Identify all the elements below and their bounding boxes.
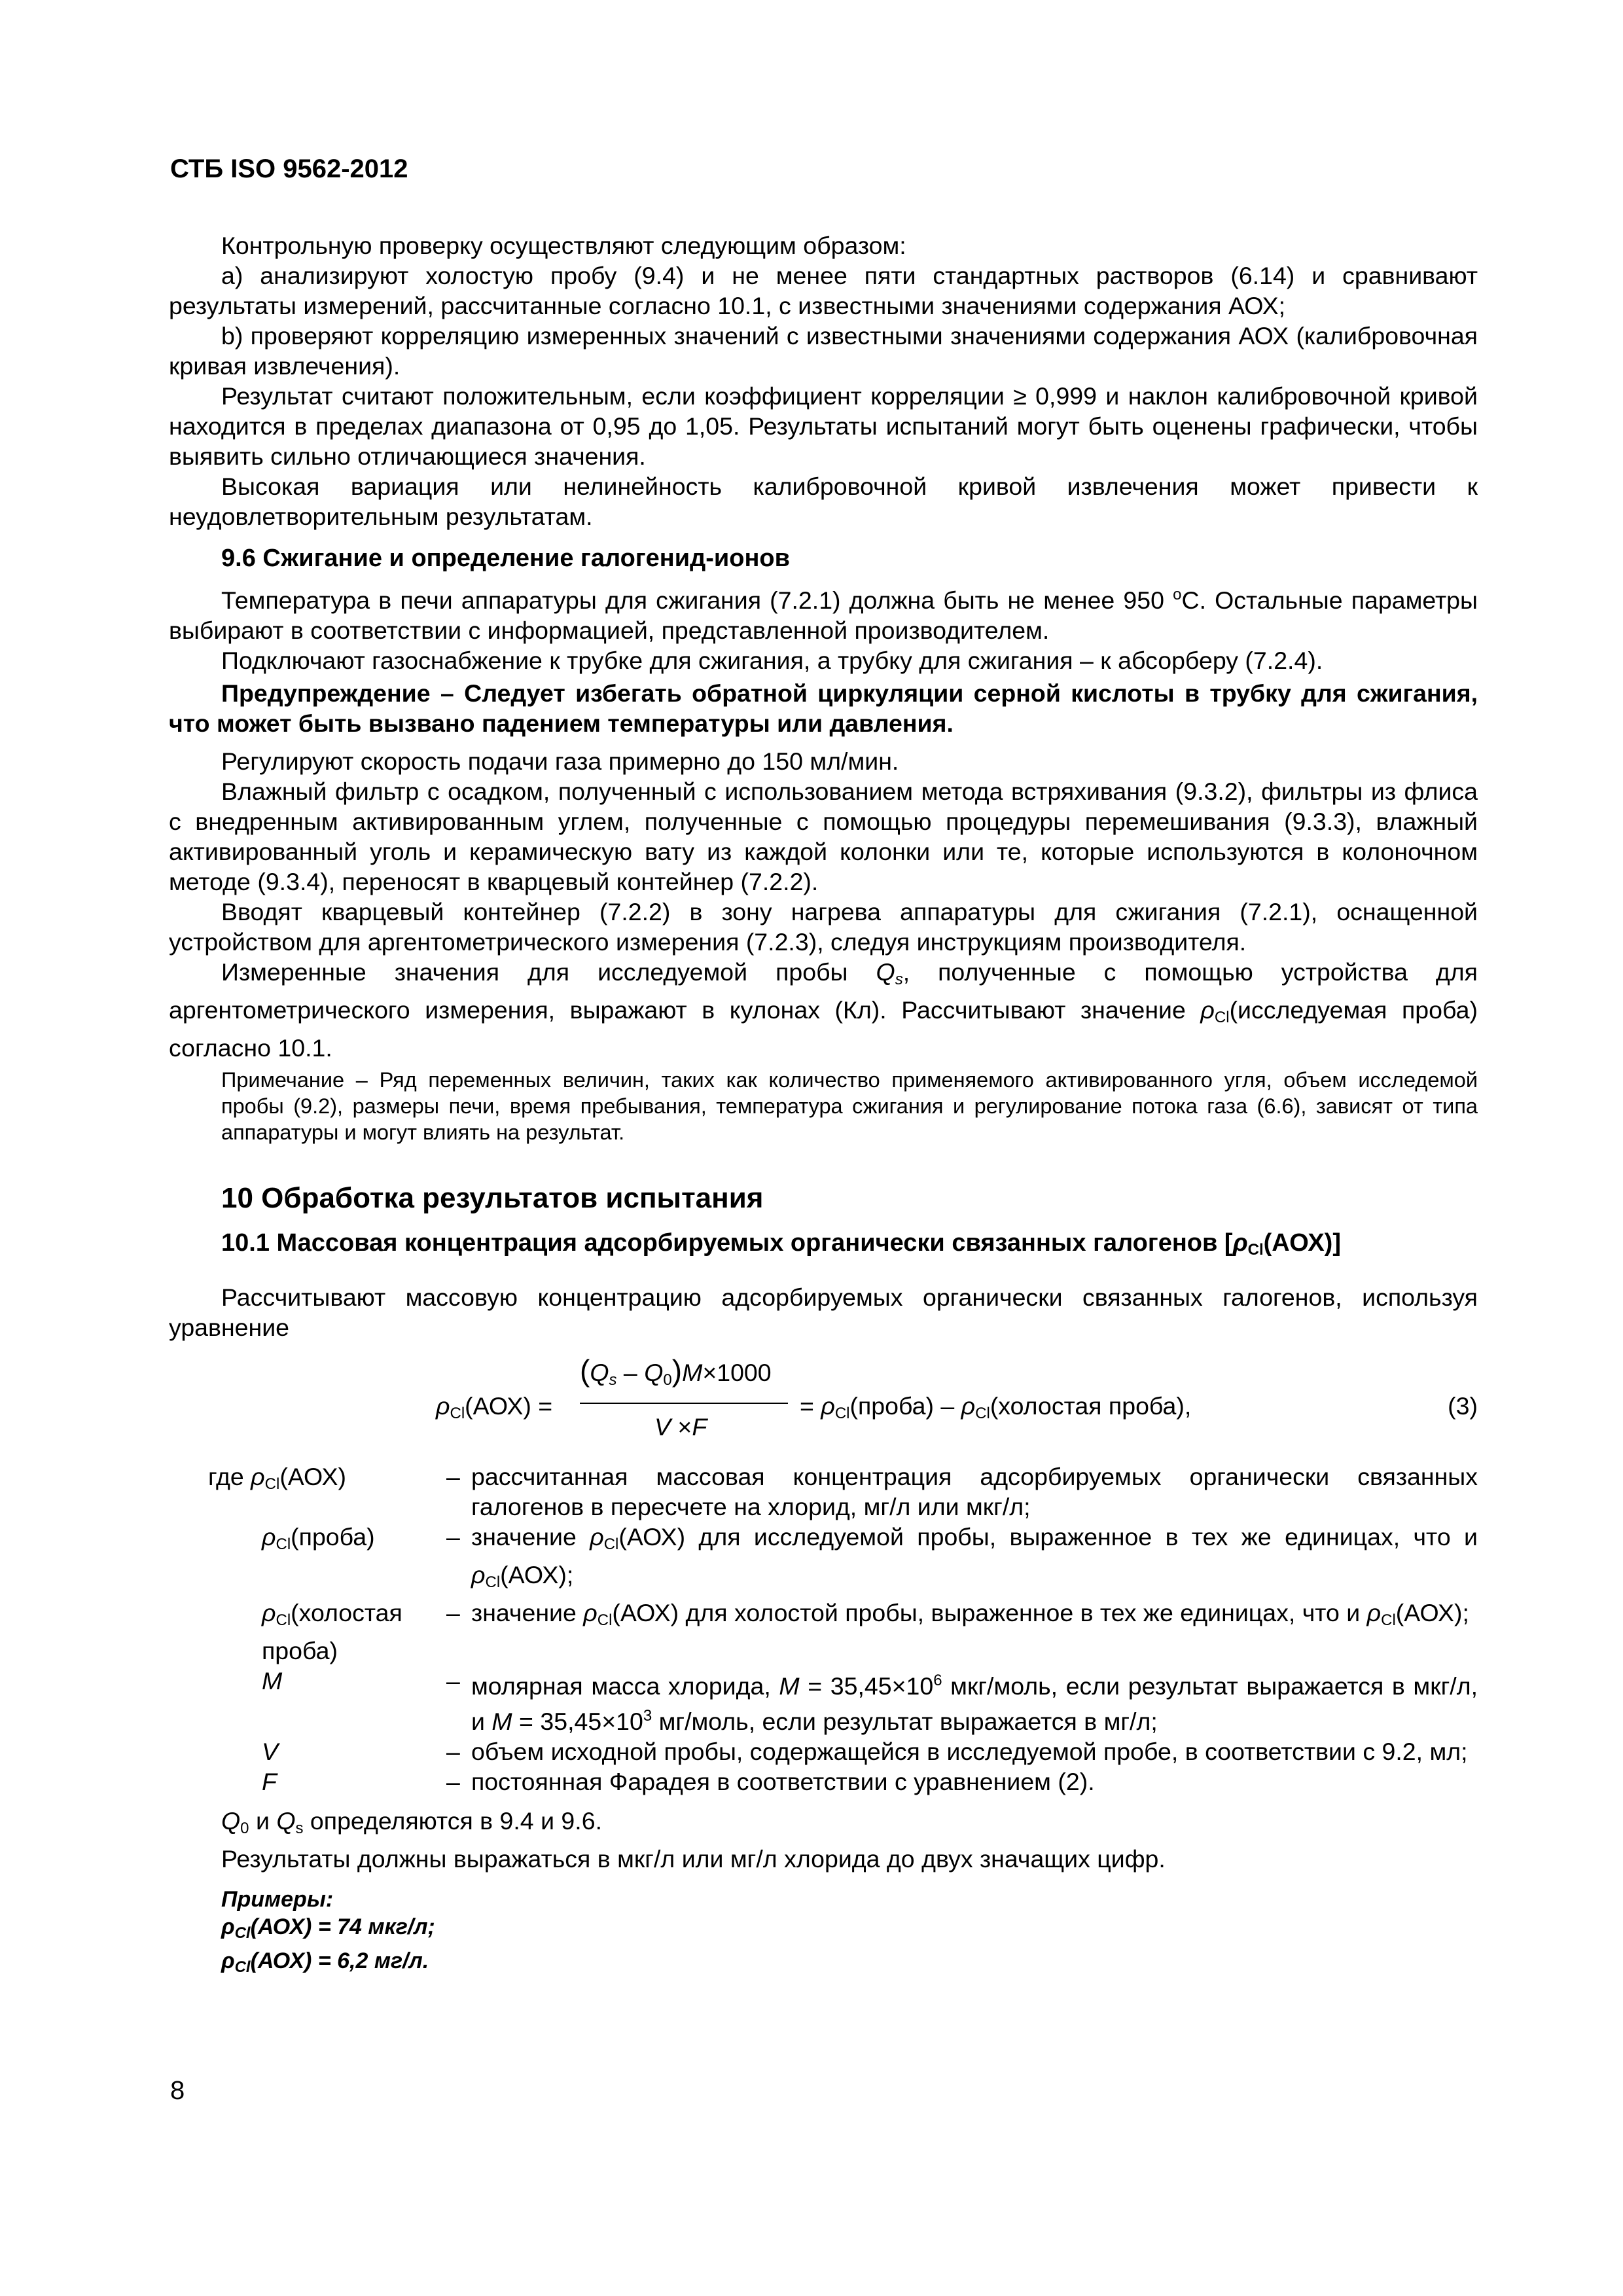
def-sample-b: (АОХ) для исследуемой пробы, выраженное в тех же единицах, что и bbox=[618, 1523, 1478, 1551]
wet-filter-paragraph: Влажный фильтр с осадком, полученный с использованием метода встряхивания (9.3.2), фильтры из флиса с внедренным активированным углем, полученные с помощью процедуры перемешивания (9.3.3), влажный активированный уголь и керамическую вату из каждой колонки или те, которые используются в колоночном методе (9.3.4), переносят в кварцевый контейнер (7.2.2). bbox=[169, 778, 1478, 895]
num-paren-close: ) bbox=[671, 1354, 683, 1388]
ex1-text: (АОХ) = 74 мкг/л; bbox=[250, 1914, 435, 1939]
intro-variation: Высокая вариация или нелинейность калибровочной кривой извлечения может привести к неудовлетворительным результатам. bbox=[169, 473, 1478, 530]
def-f-sym: F bbox=[262, 1768, 277, 1795]
def-m-d: = 35,45×10 bbox=[512, 1708, 643, 1735]
section-10-1-heading bbox=[221, 1228, 1478, 1265]
ex-rho: ρ bbox=[221, 1948, 235, 1973]
def-rho: ρ bbox=[1366, 1599, 1382, 1626]
warning-paragraph: Предупреждение – Следует избегать обратной циркуляции серной кислоты в трубку для сжигания, что может быть вызвано падением температуры или давления. bbox=[169, 679, 1478, 737]
mv-text-a: Измеренные значения для исследуемой пробы bbox=[221, 958, 876, 986]
num-qs: s bbox=[609, 1371, 617, 1389]
qs-var: Q bbox=[276, 1807, 296, 1835]
rhs-t1: (проба) – bbox=[849, 1392, 961, 1420]
def-cl: Cl bbox=[264, 1475, 280, 1493]
page-content bbox=[169, 230, 1478, 1981]
def-v-sym: V bbox=[262, 1738, 279, 1765]
num-q: Q bbox=[590, 1359, 609, 1386]
formula-rhs bbox=[800, 1391, 1191, 1429]
ex-cl: Cl bbox=[234, 1924, 251, 1942]
def-row-blank bbox=[208, 1598, 1478, 1666]
num-minus: – bbox=[616, 1359, 645, 1386]
h101-text-b: (АОХ)] bbox=[1263, 1229, 1341, 1257]
def-cl: Cl bbox=[603, 1535, 619, 1553]
section-10-heading: 10 Обработка результатов испытания bbox=[221, 1182, 764, 1214]
def-dash: – bbox=[446, 1667, 460, 1695]
mv-q-sub: s bbox=[895, 971, 903, 988]
degree-sup: o bbox=[1173, 586, 1182, 603]
def-rho: ρ bbox=[262, 1523, 276, 1551]
q-end: определяются в 9.4 и 9.6. bbox=[303, 1807, 602, 1835]
lhs-text: (АОХ) = bbox=[465, 1392, 553, 1420]
mv-rho-sub: Cl bbox=[1214, 1009, 1230, 1026]
temp-text-a: Температура в печи аппаратуры для сжигания (7.2.1) должна быть не менее 950 bbox=[221, 586, 1173, 614]
def-blank-b: (АОХ) для холостой пробы, выраженное в тех же единицах, что и bbox=[612, 1599, 1367, 1626]
def-blank-a: значение bbox=[471, 1599, 584, 1626]
def-m-var: M bbox=[779, 1672, 800, 1700]
formula-numerator bbox=[580, 1355, 772, 1395]
num-rest: ×1000 bbox=[702, 1359, 772, 1386]
q0-var: Q bbox=[221, 1807, 241, 1835]
def-blank-c: (АОХ); bbox=[1395, 1599, 1469, 1626]
intro-result: Результат считают положительным, если коэффициент корреляции ≥ 0,999 и наклон калибровочной кривой находится в пределах диапазона от 0,95 до 1,05. Результаты испытаний могут быть оценены графически, чтобы выявить сильно отличающиеся значения. bbox=[169, 382, 1478, 470]
def-sample-a: значение bbox=[471, 1523, 590, 1551]
temperature-paragraph bbox=[169, 580, 1478, 645]
equation-3 bbox=[221, 1352, 1478, 1450]
examples-title: Примеры: bbox=[221, 1887, 334, 1912]
num-paren-open: ( bbox=[580, 1354, 590, 1388]
den-f: F bbox=[692, 1413, 707, 1441]
num-q0-sub: 0 bbox=[663, 1371, 672, 1389]
definitions bbox=[208, 1462, 1478, 1797]
def-row-v bbox=[208, 1736, 1478, 1767]
ex2-text: (АОХ) = 6,2 мг/л. bbox=[250, 1948, 429, 1973]
rhs-sub1: Cl bbox=[834, 1405, 850, 1422]
example-2 bbox=[221, 1947, 1478, 1981]
def-rho: ρ bbox=[583, 1599, 597, 1626]
intro-block bbox=[169, 260, 1478, 531]
def-cl: Cl bbox=[276, 1611, 291, 1629]
def-v-text: объем исходной пробы, содержащейся в исследуемой пробе, в соответствии с 9.2, мл; bbox=[471, 1738, 1468, 1765]
den-v: V bbox=[654, 1413, 671, 1441]
def-where: где bbox=[208, 1463, 251, 1490]
def-cl: Cl bbox=[485, 1573, 501, 1591]
ex-cl: Cl bbox=[234, 1958, 251, 1976]
section-9-6-body bbox=[169, 580, 1478, 1063]
h101-rho: ρ bbox=[1232, 1229, 1248, 1257]
def-m-e: мг/моль, если результат выражается в мг/л; bbox=[652, 1708, 1158, 1735]
q-definition-paragraph bbox=[221, 1806, 1478, 1844]
def-m-text bbox=[471, 1666, 1478, 1736]
section-9-6-heading: 9.6 Сжигание и определение галогенид-ионов bbox=[221, 545, 790, 572]
q0-sub: 0 bbox=[240, 1820, 249, 1837]
formula-denominator bbox=[654, 1412, 707, 1442]
q-mid: и bbox=[249, 1807, 277, 1835]
measured-values-paragraph bbox=[169, 957, 1478, 1063]
def-blank-text bbox=[471, 1598, 1478, 1636]
lhs-sub: Cl bbox=[450, 1405, 465, 1422]
def-dash: – bbox=[446, 1463, 460, 1490]
def-aox-text: рассчитанная массовая концентрация адсорбируемых органически связанных галогенов в пересчете на хлорид, мг/л или мкг/л; bbox=[471, 1463, 1478, 1520]
def-m-c: мкг/моль, если результат выражается в мкг/л, и bbox=[471, 1672, 1478, 1735]
def-row-sample bbox=[208, 1522, 1478, 1598]
example-1 bbox=[221, 1913, 1478, 1947]
rhs-t2: (холостая проба), bbox=[990, 1392, 1192, 1420]
page-number: 8 bbox=[170, 2076, 185, 2105]
den-x: × bbox=[671, 1413, 692, 1441]
rhs-rho2: ρ bbox=[961, 1392, 976, 1420]
intro-item-b: b) проверяют корреляцию измеренных значений с известными значениями содержания АОХ (калибровочная кривая извлечения). bbox=[169, 322, 1478, 380]
def-dash: – bbox=[446, 1523, 460, 1551]
def-m-sup1: 6 bbox=[933, 1672, 942, 1689]
document-header: СТБ ISO 9562-2012 bbox=[170, 154, 408, 183]
intro-item-a: a) анализируют холостую пробу (9.4) и не менее пяти стандартных растворов (6.14) и сравнивают результаты измерений, рассчитанные согласно 10.1, с известными значениями содержания АОХ; bbox=[169, 262, 1478, 319]
temp-text-b: С. Остальные параметры выбирают в соответствии с информацией, представленной производителем. bbox=[169, 586, 1478, 644]
def-cl: Cl bbox=[276, 1535, 291, 1553]
intro-paragraph: Контрольную проверку осуществляют следующим образом: bbox=[221, 232, 906, 259]
mv-q: Q bbox=[876, 958, 895, 986]
def-row-m bbox=[208, 1666, 1478, 1736]
def-rho: ρ bbox=[262, 1599, 276, 1626]
def-row-f bbox=[208, 1767, 1478, 1797]
def-m-var: M bbox=[491, 1708, 512, 1735]
gas-supply-paragraph: Подключают газоснабжение к трубке для сжигания, а трубку для сжигания – к абсорберу (7.2.4). bbox=[221, 647, 1323, 674]
def-dash: – bbox=[446, 1738, 460, 1765]
equation-number: (3) bbox=[1448, 1392, 1478, 1420]
section-10-body bbox=[169, 1282, 1478, 1342]
num-q0: Q bbox=[644, 1359, 664, 1386]
def-m-a: молярная масса хлорида, bbox=[471, 1672, 779, 1700]
def-m-sym: M bbox=[262, 1667, 283, 1695]
def-row-aox bbox=[208, 1462, 1478, 1522]
def-rho: ρ bbox=[590, 1523, 604, 1551]
def-rho: ρ bbox=[471, 1561, 486, 1588]
num-m: M bbox=[682, 1359, 703, 1386]
rhs-rho1: ρ bbox=[821, 1392, 835, 1420]
h101-text-a: 10.1 Массовая концентрация адсорбируемых органически связанных галогенов [ bbox=[221, 1229, 1233, 1257]
h101-sub: Cl bbox=[1247, 1241, 1264, 1259]
qs-sub: s bbox=[295, 1820, 304, 1837]
def-sample-text bbox=[471, 1522, 1478, 1598]
def-rho: ρ bbox=[251, 1463, 265, 1490]
mv-text-b: , полученные с помощью устройства для аргентометрического измерения, выражают в кулонах (Кл). Рассчитывают значение bbox=[169, 958, 1478, 1024]
note-paragraph: Примечание – Ряд переменных величин, таких как количество применяемого активированного угля, объем исследемой пробы (9.2), размеры печи, время пребывания, температура сжигания и регулирование потока газа (6.6), зависят от типа аппаратуры и могут влиять на результат. bbox=[221, 1068, 1478, 1144]
def-sample-c: (АОХ); bbox=[500, 1561, 574, 1588]
def-dash: – bbox=[446, 1768, 460, 1795]
def-blank-sym: (холостая проба) bbox=[262, 1599, 402, 1664]
def-sym-sample bbox=[208, 1522, 446, 1560]
def-sample-sym: (проба) bbox=[291, 1523, 375, 1551]
def-f-text: постоянная Фарадея в соответствии с уравнением (2). bbox=[471, 1768, 1095, 1795]
def-sym-blank bbox=[208, 1598, 446, 1666]
formula-lhs bbox=[436, 1391, 552, 1429]
def-m-b: = 35,45×10 bbox=[799, 1672, 934, 1700]
calc-paragraph: Рассчитывают массовую концентрацию адсорбируемых органически связанных галогенов, используя уравнение bbox=[169, 1283, 1478, 1341]
def-aox-sym: (АОХ) bbox=[279, 1463, 346, 1490]
lhs-rho: ρ bbox=[436, 1392, 450, 1420]
def-dash: – bbox=[446, 1599, 460, 1626]
def-cl: Cl bbox=[597, 1611, 613, 1629]
def-m-sup2: 3 bbox=[643, 1707, 652, 1725]
gas-rate-paragraph: Регулируют скорость подачи газа примерно до 150 мл/мин. bbox=[221, 747, 899, 775]
rhs-sub2: Cl bbox=[975, 1405, 990, 1422]
mv-text-c: (исследуемая проба) согласно 10.1. bbox=[169, 996, 1478, 1062]
def-cl: Cl bbox=[1381, 1611, 1396, 1629]
fraction-bar bbox=[580, 1403, 788, 1404]
mv-rho: ρ bbox=[1200, 996, 1215, 1024]
rhs-eq: = bbox=[800, 1392, 814, 1420]
def-sym-aox bbox=[208, 1462, 446, 1499]
results-paragraph: Результаты должны выражаться в мкг/л или мг/л хлорида до двух значащих цифр. bbox=[221, 1845, 1166, 1873]
examples-block bbox=[221, 1886, 1478, 1981]
ex-rho: ρ bbox=[221, 1914, 235, 1939]
quartz-container-paragraph: Вводят кварцевый контейнер (7.2.2) в зону нагрева аппаратуры для сжигания (7.2.1), оснащенной устройством для аргентометрического измерения (7.2.3), следуя инструкциям производителя. bbox=[169, 898, 1478, 956]
